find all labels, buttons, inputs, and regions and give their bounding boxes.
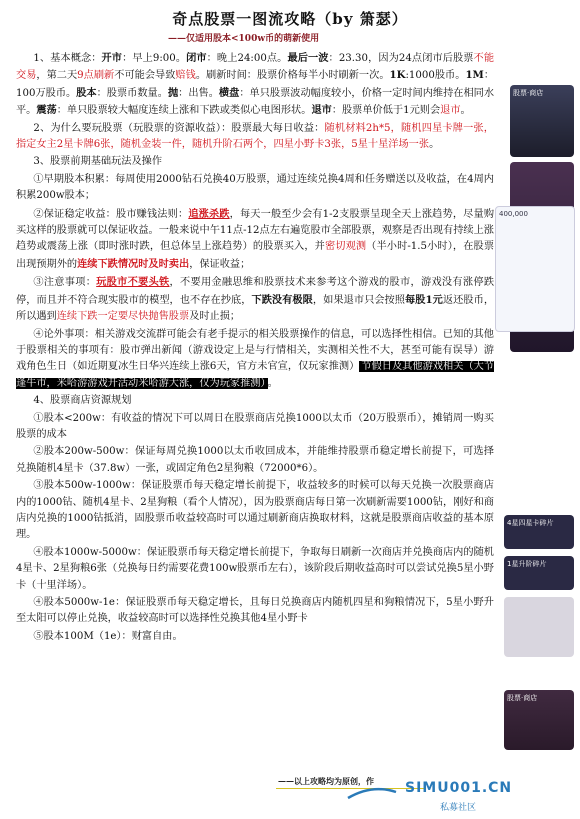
term-tuishi: 退市 — [311, 104, 332, 117]
watermark-swoosh-icon — [346, 786, 398, 800]
text-t2: ，第二天 — [36, 70, 78, 82]
red-refresh: 9点刷新 — [77, 70, 115, 82]
shot-label-1: 股票·商店 — [513, 89, 544, 97]
def-tuishi: ：股票单价低于1元则会 — [331, 105, 441, 117]
def-m: ：100万股币。 — [16, 70, 495, 99]
s3-item-1: ①早期股本积累：每周使用2000钻石兑换40万股票，通过连续兑换4周和任务赠送以及收益，在4周内积累200w股本； — [16, 173, 494, 202]
s2-end: 。 — [429, 139, 440, 151]
section-3-heading: 3、股票前期基础玩法及操作 — [33, 156, 163, 168]
s3-p2-sell: 连续下跌情况时及时卖出 — [77, 257, 190, 270]
game-screenshot-6 — [504, 597, 574, 657]
watermark-logo: SIMU001.CN — [405, 780, 513, 796]
s4-item-1: ①股本<200w：有收益的情况下可以周日在股票商店兑换1000以太币（20万股票币），摊销周一购买股票的成本 — [16, 412, 494, 440]
text-t4: 。刷新时间：股票价格每半小时刷新一次。 — [195, 70, 390, 82]
def-bishi: ：晚上24:00点。 — [206, 53, 288, 64]
guide-body — [16, 50, 494, 646]
section-2-paragraph — [16, 121, 494, 154]
red-notrade: 不能交易 — [16, 53, 495, 82]
section-1-paragraph — [16, 50, 494, 120]
def-k: :1000股币。 — [405, 70, 466, 82]
s3-p3-lead: ③注意事项： — [33, 277, 97, 289]
def-kaishi: ：早上9:00。 — [122, 53, 187, 64]
term-zhendang: 震荡 — [36, 104, 57, 117]
s3-item-3 — [16, 274, 494, 325]
s3-p2-lead: ②保证稳定收益：股市赚钱法则： — [33, 208, 189, 220]
term-pao: 抛 — [167, 86, 179, 99]
text-t3: 不可能会导致 — [114, 70, 176, 82]
shot-label-7: 股票·商店 — [507, 694, 538, 702]
term-bishi: 闭市 — [186, 52, 207, 64]
red-loss: 赔钱 — [175, 70, 196, 82]
s4-item-3: ③股本500w-1000w：保证股票币每天稳定增长前提下，收益较多的时候可以每天兑换一次股票商店内的1000钻、随机4星卡、2星狗粮（看个人情况），因为股票商店每日第一次刷新需要1000钻，刚好和商店内兑换的1000钻抵消，固股票币收益较高时可以通过刷新商店换取材料，这就是股票商店收益的基本原理。 — [16, 480, 494, 541]
term-hengpan: 横盘 — [218, 86, 240, 99]
footer-note: ——以上攻略均为原创，作 — [278, 776, 374, 786]
game-screenshot-3 — [495, 206, 575, 332]
s3-p2-body: ，每天一般至少会有1-2支股票呈现全天上涨趋势，尽量购买这样的股票就可以保证收益。一般来说中午11点-12点左右遍览股市全部股票，观察是否出现有持续上涨趋势或震荡上涨（即时涨时跌，但总体呈上涨趋势）的股票买入，并 — [16, 208, 495, 253]
text-end: 。 — [460, 105, 471, 117]
page-title: 奇点股票一图流攻略（by 箫瑟） — [172, 10, 408, 28]
s4-item-5: ④股本5000w-1e：保证股票币每天稳定增长，且每日兑换商店内随机四星和狗粮情况下，5星小野升至太阳可以停止兑换，收益较高时可以选择性兑换其他4星小野卡 — [16, 597, 494, 625]
game-screenshot-5 — [504, 556, 574, 590]
shot-label-3: 400,000 — [499, 210, 528, 218]
game-screenshot-4 — [504, 515, 574, 549]
s3-item-4 — [16, 327, 494, 393]
term-k: 1K — [389, 69, 406, 82]
term-kaishi: 开市 — [101, 52, 123, 64]
s3-p2-rule: 追涨杀跌 — [188, 207, 230, 220]
s3-p3-end: 及时止损； — [189, 311, 241, 323]
s3-p3-warn: 玩股市不要头铁 — [96, 276, 170, 289]
s4-item-6: ⑤股本100M（1e）：财富自由。 — [33, 630, 183, 642]
def-pao: ：出售。 — [178, 87, 219, 99]
red-tuishi: 退市 — [440, 105, 461, 117]
s3-p2-mid: （半小时-1.5小时），在股票出现预期外的 — [16, 241, 495, 270]
term-last: 最后一波 — [287, 52, 329, 64]
s2-lead: 2、为什么要玩股票（玩股票的资源收益）：股票最大每日收益： — [33, 122, 325, 134]
game-screenshot-7 — [504, 690, 574, 750]
s3-p3-mid2: 返还股币，所以遇到 — [16, 294, 495, 323]
def-last: ：23.30，因为24点闭市后股票 — [328, 53, 474, 64]
s3-p3-body: ，不要用金融思维和股票技术来参考这个游戏的股市，游戏没有涨停跌停，而且并不符合现实股市的模型，也不存在抄底， — [16, 277, 495, 306]
s3-p4-highlight: 节假日及其他游戏相关（大节逢牛市，米哈游游戏开活动米哈游大涨，仅为玩家推测） — [16, 361, 494, 389]
term-m: 1M — [465, 69, 484, 82]
game-screenshot-1 — [510, 85, 574, 157]
shot-label-5: 1星升阶碎片 — [507, 560, 547, 568]
s2-rewards: 随机材料2h*5，随机四星卡牌一张，指定女主2星卡牌6张，随机金装一件，随机升阶石两个，四星小野卡3张，5星十星洋场一张 — [16, 122, 494, 151]
s3-p3-red2: 连续下跌一定要尽快抛售股票 — [56, 311, 190, 323]
s4-item-2: ②股本200w-500w：保证每周兑换1000以太币收回成本，并能维持股票币稳定增长前提下，可选择兑换随机4星卡（37.8w）一张，或固定角色2星狗粮（72000*6）。 — [16, 446, 494, 474]
s3-p2-watch: 密切观测 — [324, 241, 367, 253]
def-guben: ：股票币数量。 — [96, 87, 168, 99]
s3-p3-mid: ，如果退市只会按照 — [312, 294, 406, 306]
def-zhendang: ：单只股票较大幅度连续上涨和下跌或类似心电图形状。 — [56, 105, 312, 117]
s3-item-2 — [16, 206, 494, 274]
s3-p2-end: ，保证收益； — [189, 258, 251, 270]
page-subtitle: ——仅适用股本<100w币的萌新使用 — [168, 34, 320, 44]
def-hengpan: ：单只股票波动幅度较小，价格一定时间内维持在相同水平。 — [16, 87, 495, 117]
s4-item-4: ④股本1000w-5000w：保证股票币每天稳定增长前提下，争取每日刷新一次商店并兑换商店内的随机4星卡、2星狗粮6张（兑换每日约需要花费100w股票币左右），该阶段后期收益高时可以尝试兑换5星小野卡（十里洋场）。 — [16, 546, 494, 591]
shot-label-4: 4星四星卡碎片 — [507, 519, 554, 527]
term-guben: 股本 — [76, 86, 97, 99]
s1-lead: 1、基本概念： — [33, 53, 102, 64]
watermark-sub: 私募社区 — [440, 803, 477, 813]
s3-p4-body: ④论外事项：相关游戏交流群可能会有老手提示的相关股票操作的信息，可以选择性相信。已知的其他于股票相关的事项有：股市弹出新闻（游戏设定上是与行情相关，实测相关性不大，甚至可能有误导）游戏角色生日（如近期夏冰生日华兴连续上涨6天，官方未官宣，仅玩家推测） — [16, 328, 494, 373]
s3-p3-bold2: 每股1元 — [405, 293, 443, 306]
s3-p4-end: 。 — [267, 377, 278, 389]
section-4-heading: 4、股票商店资源规划 — [33, 395, 132, 407]
s3-p3-bold: 下跌没有极限 — [251, 293, 313, 306]
